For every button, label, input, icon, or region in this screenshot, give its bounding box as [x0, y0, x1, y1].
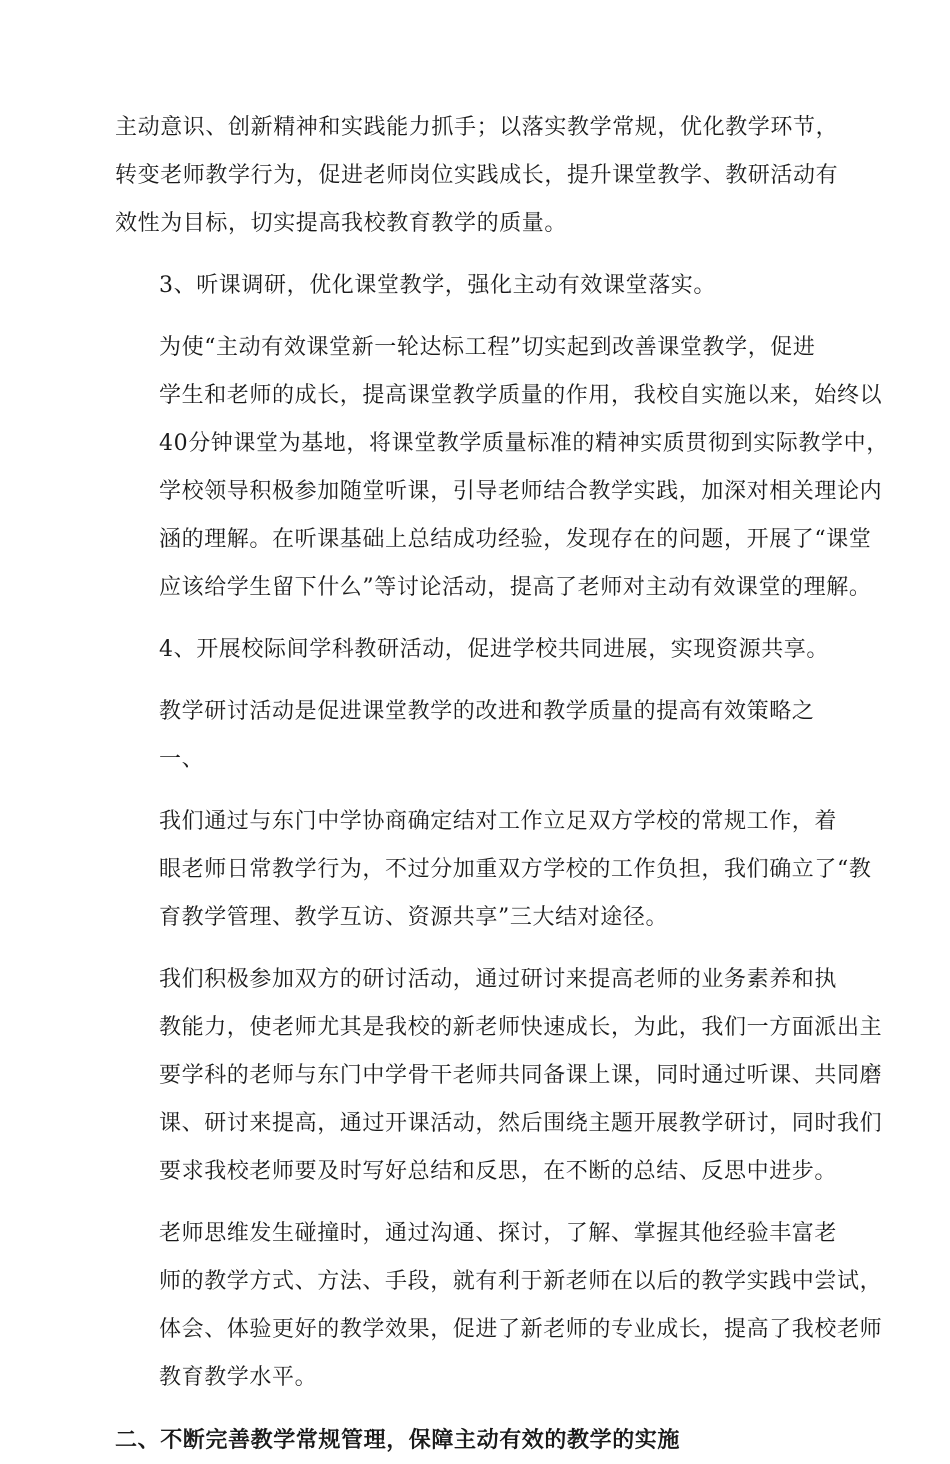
text-line: 体会、体验更好的教学效果，促进了新老师的专业成长，提高了我校老师 [159, 1317, 883, 1342]
text-line: 转变老师教学行为，促进老师岗位实践成长，提升课堂教学、教研活动有 [115, 163, 839, 188]
paragraph [115, 262, 835, 310]
text-line: 涵的理解。在听课基础上总结成功经验，发现存在的问题，开展了“课堂 [159, 527, 872, 552]
text-line: 学生和老师的成长，提高课堂教学质量的作用，我校自实施以来，始终以 [159, 383, 883, 408]
text-line: 主动意识、创新精神和实践能力抓手；以落实教学常规，优化教学环节， [115, 115, 839, 140]
text-line: 学校领导积极参加随堂听课，引导老师结合教学实践，加深对相关理论内 [159, 479, 883, 504]
text-line: 育教学管理、教学互访、资源共享”三大结对途径。 [159, 905, 669, 930]
text-line: 我们通过与东门中学协商确定结对工作立足双方学校的常规工作，着 [159, 809, 838, 834]
text-line: 4、开展校际间学科教研活动，促进学校共同进展，实现资源共享。 [159, 637, 829, 662]
paragraph [115, 798, 872, 942]
text-line: 教学研讨活动是促进课堂教学的改进和教学质量的提高有效策略之 [159, 699, 815, 724]
text-line: 应该给学生留下什么”等讨论活动，提高了老师对主动有效课堂的理解。 [159, 575, 872, 600]
paragraph [115, 626, 835, 674]
text-line: 眼老师日常教学行为，不过分加重双方学校的工作负担，我们确立了“教 [159, 857, 872, 882]
text-line: 师的教学方式、方法、手段，就有利于新老师在以后的教学实践中尝试， [159, 1269, 883, 1294]
text-line: 一、 [159, 747, 205, 772]
text-line: 3、听课调研，优化课堂教学，强化主动有效课堂落实。 [159, 273, 716, 298]
paragraph [115, 688, 835, 784]
document-body [115, 104, 889, 1464]
paragraph [115, 956, 883, 1196]
text-line: 课、研讨来提高，通过开课活动，然后围绕主题开展教学研讨，同时我们 [159, 1111, 883, 1136]
section-heading: 二、不断完善教学常规管理，保障主动有效的教学的实施 [115, 1427, 681, 1453]
paragraph [115, 104, 839, 248]
text-line: 教育教学水平。 [159, 1365, 318, 1390]
text-line: 要学科的老师与东门中学骨干老师共同备课上课，同时通过听课、共同磨 [159, 1063, 883, 1088]
paragraph [115, 1210, 883, 1402]
text-line: 为使“主动有效课堂新一轮达标工程”切实起到改善课堂教学，促进 [159, 335, 816, 360]
text-line: 老师思维发生碰撞时，通过沟通、探讨，了解、掌握其他经验丰富老 [159, 1221, 838, 1246]
text-line: 40分钟课堂为基地，将课堂教学质量标准的精神实质贯彻到实际教学中， [159, 431, 889, 456]
text-line: 要求我校老师要及时写好总结和反思，在不断的总结、反思中进步。 [159, 1159, 838, 1184]
text-line: 效性为目标，切实提高我校教育教学的质量。 [115, 211, 568, 236]
paragraph [115, 324, 889, 612]
text-line: 我们积极参加双方的研讨活动，通过研讨来提高老师的业务素养和执 [159, 967, 838, 992]
text-line: 教能力，使老师尤其是我校的新老师快速成长，为此，我们一方面派出主 [159, 1015, 883, 1040]
